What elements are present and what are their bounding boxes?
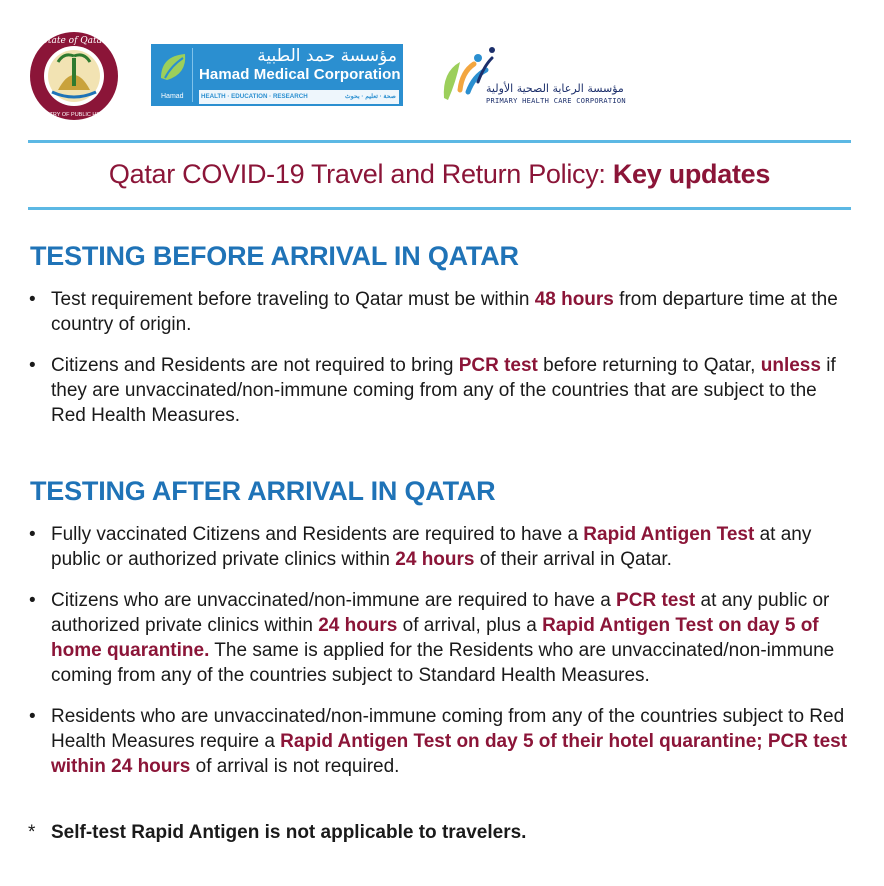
body-text: if they are unvaccinated/non-immune coming from any of the countries that are subject to the Red Health Measures. [51,355,836,426]
phcc-logo [438,42,626,112]
highlight-text: PCR test [616,590,696,611]
highlight-text: 24 hours [395,549,475,570]
hmc-arabic-name: مؤسسة حمد الطبية [257,46,397,66]
body-text: The same is applied for the Residents who are unvaccinated/non-immune coming from any of the countries subject to Standard Health Measures. [51,640,835,686]
list-item [28,287,854,337]
footnote-text: Self-test Rapid Antigen is not applicable to travelers. [51,822,527,843]
list-item [28,588,854,688]
hmc-tagline [199,90,399,104]
hmc-leaf-label: Hamad [161,93,184,100]
list-item [28,522,854,572]
highlight-text: 48 hours [534,289,614,310]
highlight-text: Rapid Antigen Test on day 5 of home quarantine. [51,615,819,661]
section-heading-after-arrival: TESTING AFTER ARRIVAL IN QATAR [30,476,496,506]
divider-bottom [28,207,851,210]
bullet-icon: • [29,355,36,376]
divider-top [28,140,851,143]
highlight-text: Rapid Antigen Test on day 5 of their hotel quarantine; PCR test within 24 hours [51,731,848,777]
highlight-text: PCR test [458,355,538,376]
hmc-leaf-icon [155,48,193,102]
page-title-emphasis: Key updates [612,159,771,189]
list-item [28,353,854,428]
logo-bar [28,30,858,120]
hmc-tagline-ar: صحة · تعليم · بحوث [344,93,396,100]
section-heading-before-arrival: TESTING BEFORE ARRIVAL IN QATAR [30,241,519,271]
hmc-english-name: Hamad Medical Corporation [199,66,401,83]
bullet-icon: • [29,590,36,611]
page-title [28,154,851,194]
body-text: of arrival, plus a [397,615,543,636]
footnote [28,820,526,846]
body-text: Citizens and Residents are not required to bring [51,355,459,376]
body-text: before returning to Qatar, [537,355,761,376]
highlight-text: 24 hours [318,615,398,636]
phcc-arabic-name: مؤسسة الرعاية الصحية الأولية [486,82,624,95]
page-title-main: Qatar COVID-19 Travel and Return Policy: [108,159,613,189]
before-arrival-list [28,287,854,444]
after-arrival-list [28,522,854,795]
body-text: of arrival is not required. [190,756,400,777]
body-text: from departure time at the country of origin. [51,289,838,335]
highlight-text: Rapid Antigen Test [583,524,755,545]
body-text: at any public or authorized private clinics within [51,524,812,570]
svg-text:State of Qatar: State of Qatar [41,36,107,46]
body-text: Fully vaccinated Citizens and Residents are required to have a [51,524,584,545]
footnote-marker: * [28,822,36,843]
hmc-logo [151,44,403,106]
svg-text:MINISTRY OF PUBLIC HEALTH: MINISTRY OF PUBLIC HEALTH [34,112,114,118]
body-text: Citizens who are unvaccinated/non-immune are required to have a [51,590,617,611]
hmc-tagline-en: HEALTH · EDUCATION · RESEARCH [201,93,308,100]
highlight-text: unless [760,355,821,376]
body-text: Residents who are unvaccinated/non-immune coming from any of the countries subject to Red Health Measures require a [51,706,845,752]
body-text: of their arrival in Qatar. [474,549,672,570]
body-text: at any public or authorized private clinics within [51,590,830,636]
bullet-icon: • [29,524,36,545]
phcc-english-name: PRIMARY HEALTH CARE CORPORATION [486,97,626,105]
moph-logo [28,30,120,122]
list-item [28,704,854,779]
bullet-icon: • [29,706,36,727]
body-text: Test requirement before traveling to Qatar must be within [51,289,535,310]
bullet-icon: • [29,289,36,310]
